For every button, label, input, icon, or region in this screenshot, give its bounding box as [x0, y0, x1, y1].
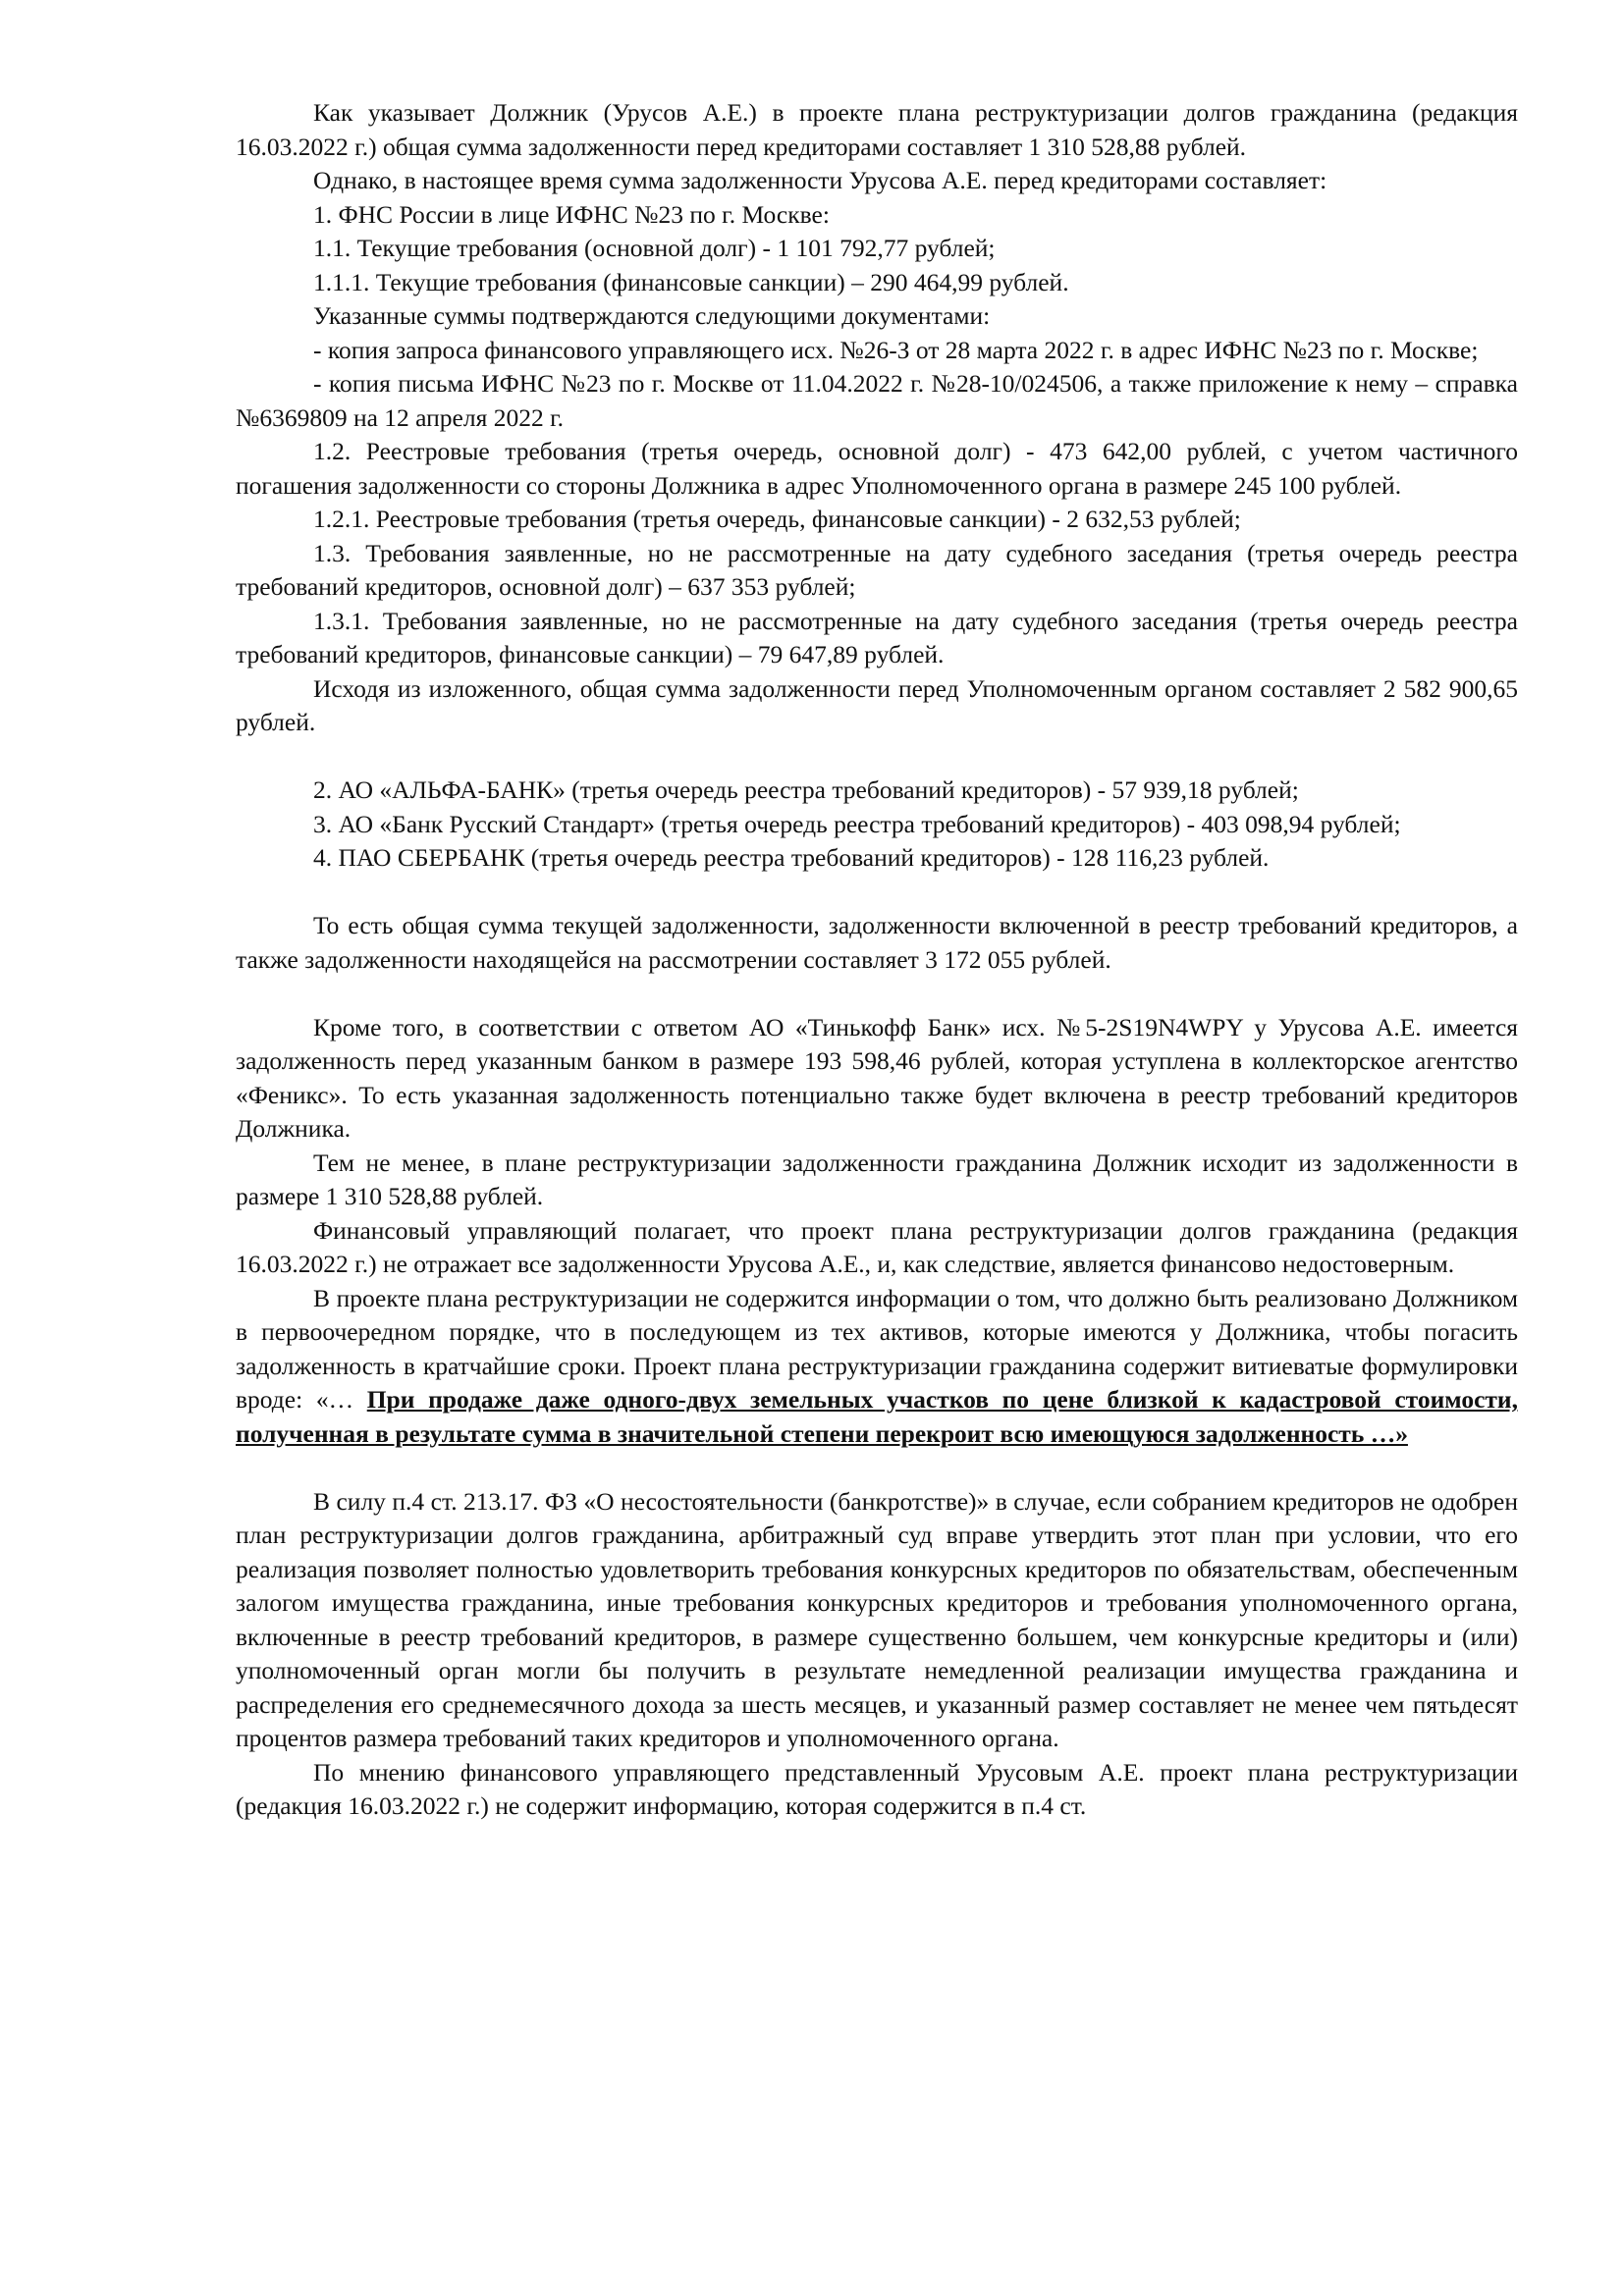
paragraph-total-debt: То есть общая сумма текущей задолженности, задолженности включенной в реестр требований кредиторов, а также задолженности находящейся на рассмотрении составляет 3 172 055 рублей. [236, 911, 1518, 974]
paragraph-law-reference: В силу п.4 ст. 213.17. ФЗ «О несостоятельности (банкротстве)» в случае, если собранием кредиторов не одобрен план реструктуризации долгов гражданина, арбитражный суд вправе утвердить этот план при условии, что его реализация позволяет полностью удовлетворить требования конкурсных кредиторов по обязательствам, обеспеченным залогом имущества гражданина, иные требования конкурсных кредиторов и требования уполномоченного органа, включенные в реестр требований кредиторов, в размере существенно большем, чем конкурсные кредиторы и (или) уполномоченный орган могли бы получить в результате немедленной реализации имущества гражданина и распределения его среднемесячного дохода за шесть месяцев, и указанный размер составляет не менее чем пятьдесят процентов размера требований таких кредиторов и уполномоченного органа. [236, 1486, 1518, 1752]
paragraph-plan-quote [236, 1282, 1518, 1452]
document-item-request: - копия запроса финансового управляющего исх. №26-З от 28 марта 2022 г. в адрес ИФНС №23 по г. Москве; [313, 335, 1479, 364]
paragraph-plan-basis: Тем не менее, в плане реструктуризации задолженности гражданина Должник исходит из задолженности в размере 1 310 528,88 рублей. [236, 1148, 1518, 1210]
quote-emphasis: При продаже даже одного-двух земельных участков по цене близкой к кадастровой стоимости, полученная в результате сумма в значительной степени перекроит всю имеющуюся задолженность …» [236, 1385, 1518, 1448]
list-item-1-3: 1.3. Требования заявленные, но не рассмотренные на дату судебного заседания (третья очередь реестра требований кредиторов, основной долг) – 637 353 рублей; [236, 538, 1518, 601]
paragraph-actual-debt-intro: Однако, в настоящее время сумма задолженности Урусова А.Е. перед кредиторами составляет: [313, 166, 1327, 194]
list-item-sberbank: 4. ПАО СБЕРБАНК (третья очередь реестра требований кредиторов) - 128 116,23 рублей. [313, 843, 1270, 872]
list-item-russian-standard: 3. АО «Банк Русский Стандарт» (третья очередь реестра требований кредиторов) - 403 098,94 рублей; [313, 809, 1401, 838]
paragraph-conclusion: По мнению финансового управляющего представленный Урусовым А.Е. проект плана реструктуризации (редакция 16.03.2022 г.) не содержит информацию, которая содержится в п.4 ст. [236, 1757, 1518, 1820]
list-item-1-1: 1.1. Текущие требования (основной долг) - 1 101 792,77 рублей; [313, 234, 996, 262]
list-item-1-2-1: 1.2.1. Реестровые требования (третья очередь, финансовые санкции) - 2 632,53 рублей; [313, 505, 1241, 533]
list-item-1-1-1: 1.1.1. Текущие требования (финансовые санкции) – 290 464,99 рублей. [313, 267, 1069, 296]
list-item-1-2: 1.2. Реестровые требования (третья очередь, основной долг) - 473 642,00 рублей, с учетом частичного погашения задолженности со стороны Должника в адрес Уполномоченного органа в размере 245 100 рублей. [236, 437, 1518, 500]
paragraph-authority-total: Исходя из изложенного, общая сумма задолженности перед Уполномоченным органом составляет 2 582 900,65 рублей. [236, 673, 1518, 736]
document-item-letter: - копия письма ИФНС №23 по г. Москве от 11.04.2022 г. №28-10/024506, а также приложение к нему – справка №6369809 на 12 апреля 2022 г. [236, 369, 1518, 432]
document-body [236, 96, 1518, 1824]
list-item-fns: 1. ФНС России в лице ИФНС №23 по г. Москве: [313, 199, 830, 229]
paragraph-manager-opinion: Финансовый управляющий полагает, что проект плана реструктуризации долгов гражданина (редакция 16.03.2022 г.) не отражает все задолженности Урусова А.Е., и, как следствие, является финансово недостоверным. [236, 1215, 1518, 1278]
paragraph-debtor-claim: Как указывает Должник (Урусов А.Е.) в проекте плана реструктуризации долгов гражданина (редакция 16.03.2022 г.) общая сумма задолженности перед кредиторами составляет 1 310 528,88 рублей. [236, 98, 1518, 161]
quote-lead: В проекте плана реструктуризации не содержится информации о том, что должно быть реализовано Должником в первоочередном порядке, что в последующем из тех активов, которые имеются у Должника, чтобы погасить задолженность в кратчайшие сроки. Проект плана реструктуризации гражданина содержит витиеватые формулировки вроде: «… [236, 1283, 1518, 1414]
list-item-1-3-1: 1.3.1. Требования заявленные, но не рассмотренные на дату судебного заседания (третья очередь реестра требований кредиторов, финансовые санкции) – 79 647,89 рублей. [236, 606, 1518, 668]
paragraph-documents-intro: Указанные суммы подтверждаются следующими документами: [313, 301, 991, 330]
paragraph-tinkoff: Кроме того, в соответствии с ответом АО «Тинькофф Банк» исх. №5-2S19N4WPY у Урусова А.Е. имеется задолженность перед указанным банком в размере 193 598,46 рублей, которая уступлена в коллекторское агентство «Феникс». То есть указанная задолженность потенциально также будет включена в реестр требований кредиторов Должника. [236, 1012, 1518, 1143]
list-item-alfa-bank: 2. АО «АЛЬФА-БАНК» (третья очередь реестра требований кредиторов) - 57 939,18 рублей; [313, 775, 1299, 804]
